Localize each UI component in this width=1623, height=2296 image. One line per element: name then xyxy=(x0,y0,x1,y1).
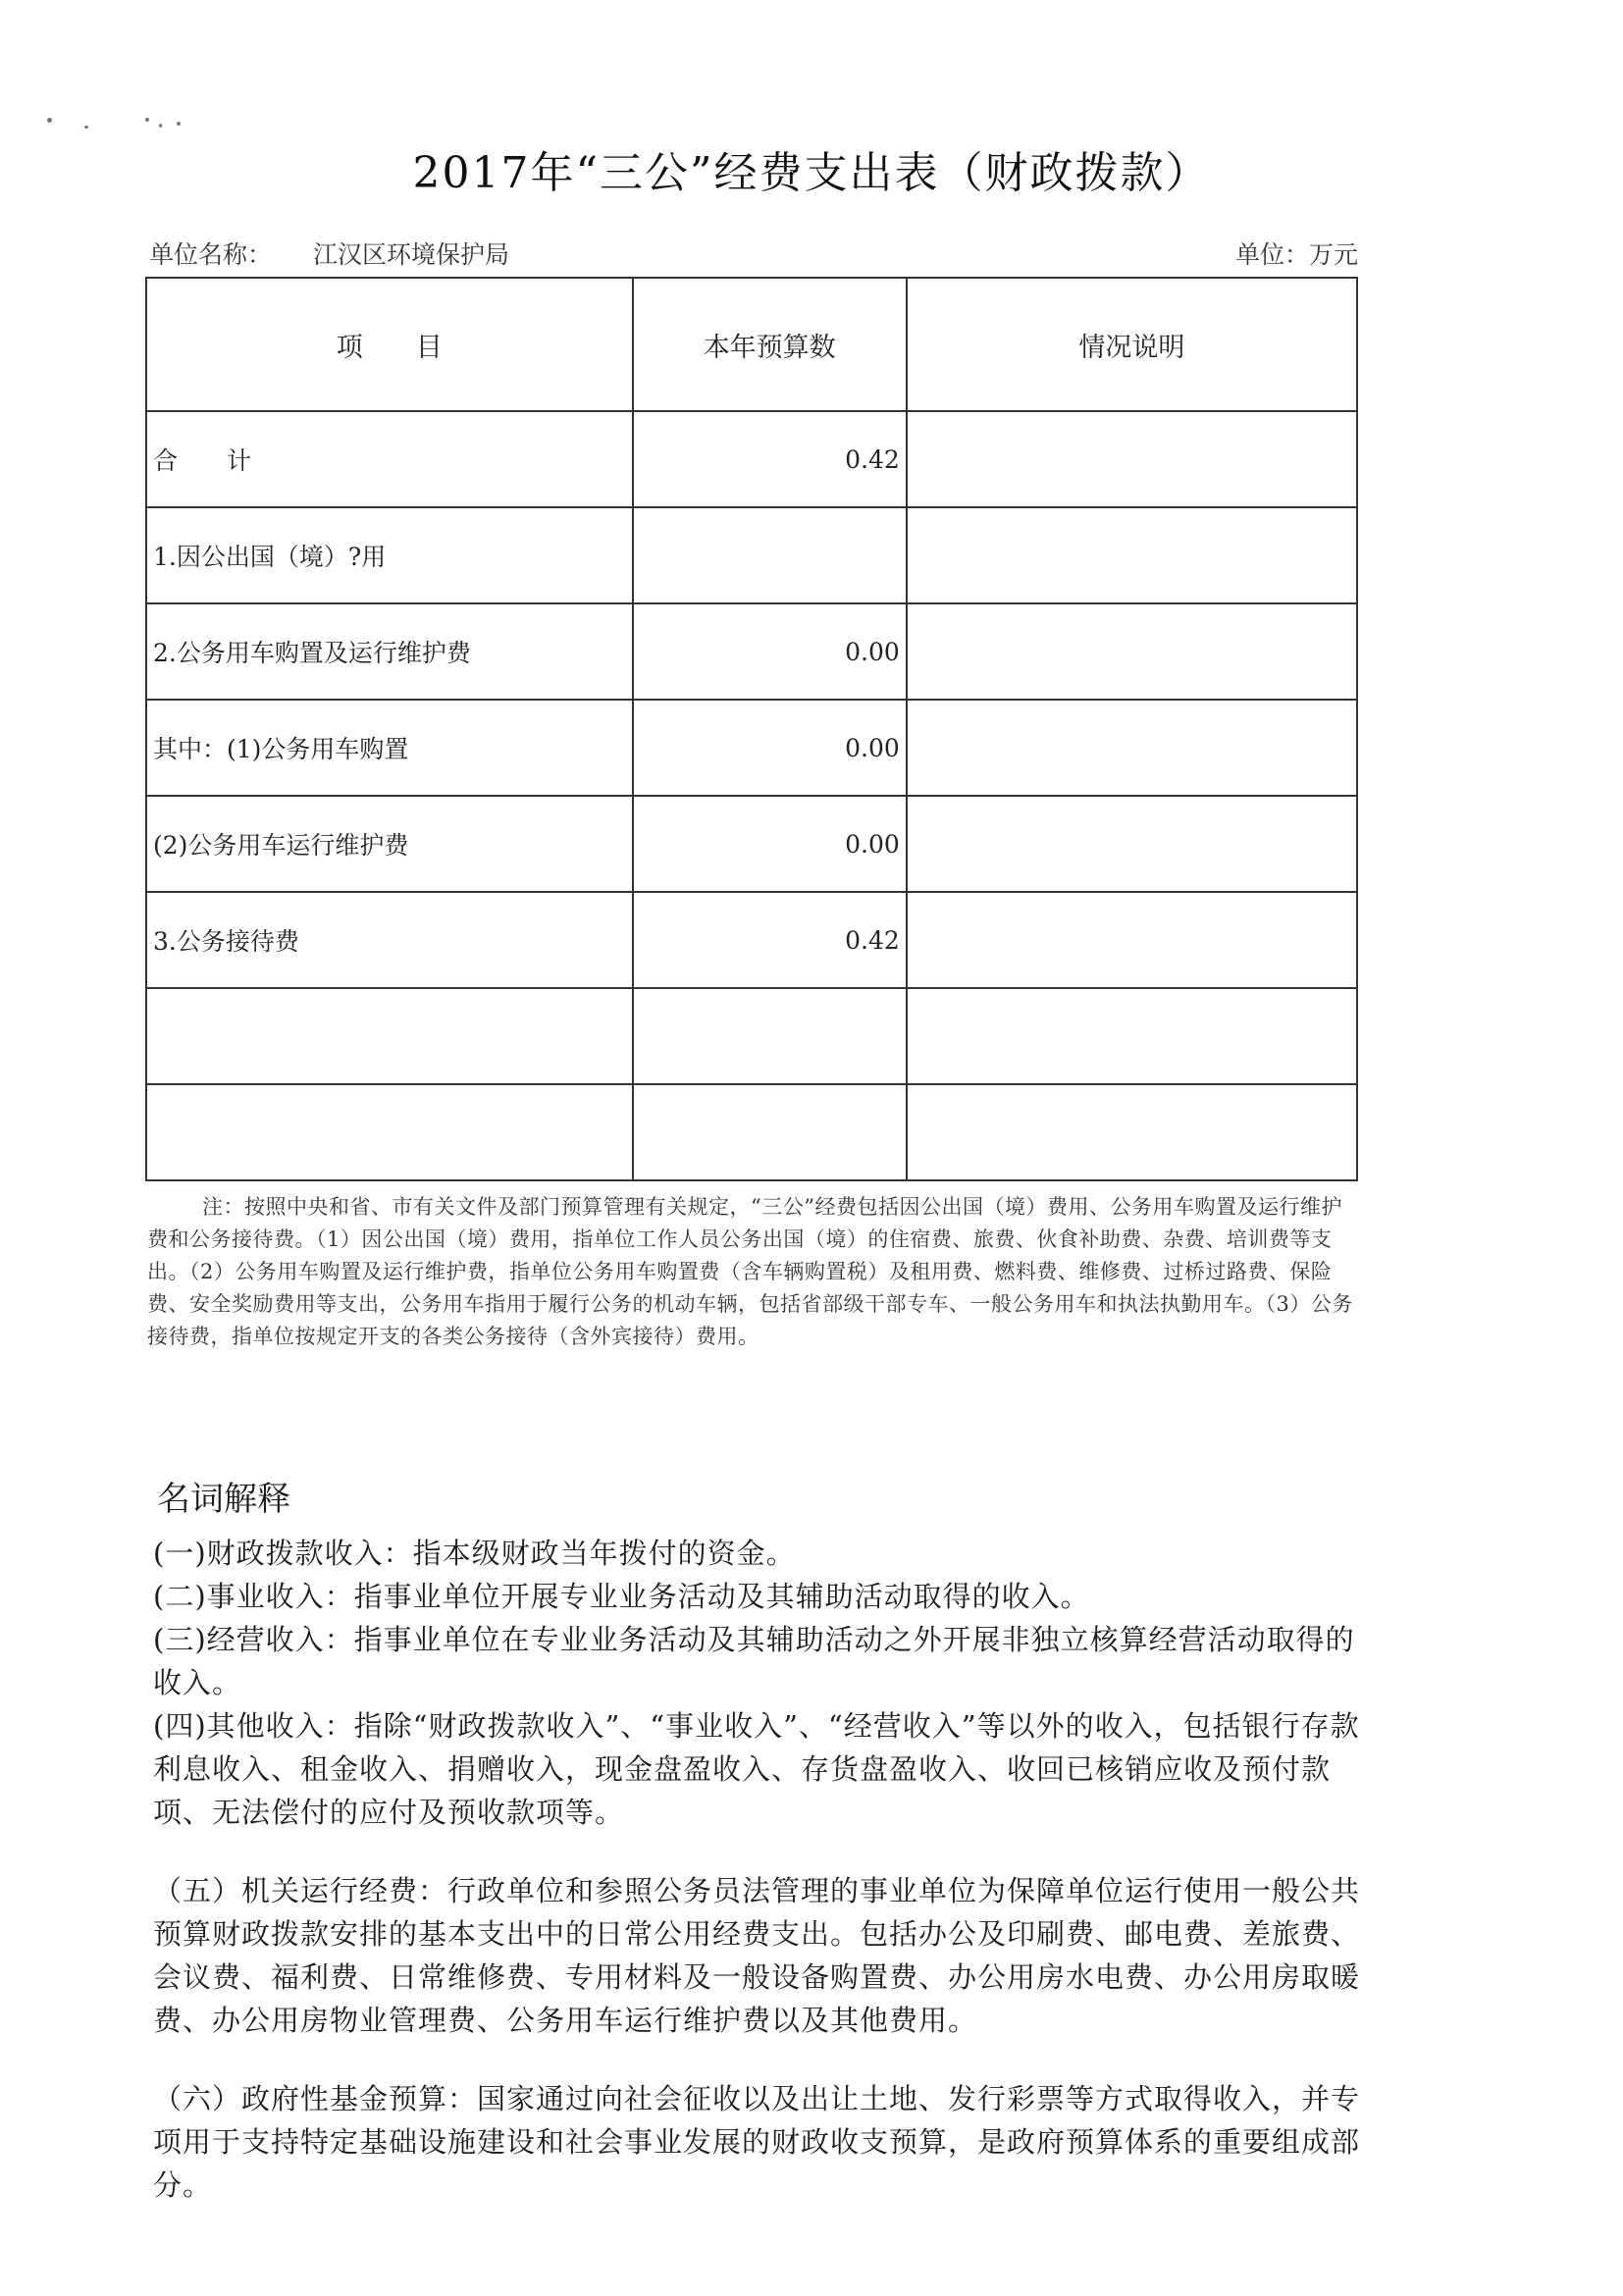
row-item: 2.公务用车购置及运行维护费 xyxy=(146,603,633,700)
row-item: (2)公务用车运行维护费 xyxy=(146,796,633,892)
row-amount xyxy=(633,988,907,1084)
row-note xyxy=(907,988,1357,1084)
org-info xyxy=(149,235,509,271)
glossary-item: （五）机关运行经费：行政单位和参照公务员法管理的事业单位为保障单位运行使用一般公共预算财政拨款安排的基本支出中的日常公用经费支出。包括办公及印刷费、邮电费、差旅费、会议费、福利费、日常维修费、专用材料及一般设备购置费、办公用房水电费、办公用房取暖费、办公用房物业管理费、公务用车运行维护费以及其他费用。 xyxy=(153,1874,1361,2037)
unit-label: 单位：万元 xyxy=(1234,240,1358,269)
row-amount: 0.00 xyxy=(633,603,907,700)
table-row xyxy=(146,507,1357,603)
glossary-item: (一)财政拨款收入：指本级财政当年拨付的资金。 xyxy=(153,1537,796,1570)
row-amount: 0.42 xyxy=(633,411,907,507)
table-header-row xyxy=(146,278,1357,411)
page-title: 2017年“三公”经费支出表（财政拨款） xyxy=(412,148,1211,198)
row-note xyxy=(907,507,1357,603)
meta-row xyxy=(149,235,1358,271)
glossary-item: (二)事业收入：指事业单位开展专业业务活动及其辅助活动取得的收入。 xyxy=(153,1580,1090,1613)
glossary-item: (四)其他收入：指除“财政拨款收入”、“事业收入”、“经营收入”等以外的收入，包括银行存款利息收入、租金收入、捐赠收入，现金盘盈收入、存货盘盈收入、收回已核销应收及预付款项、无法偿付的应付及预收款项等。 xyxy=(153,1709,1360,1829)
table-row xyxy=(146,411,1357,507)
row-item: 其中：(1)公务用车购置 xyxy=(146,700,633,796)
row-note xyxy=(907,1084,1357,1180)
table-row xyxy=(146,1084,1357,1180)
glossary-section xyxy=(153,1472,1360,2207)
row-amount: 0.42 xyxy=(633,892,907,988)
header-note: 情况说明 xyxy=(907,278,1357,411)
table-row xyxy=(146,892,1357,988)
table-row xyxy=(146,603,1357,700)
header-amount: 本年预算数 xyxy=(633,278,907,411)
scan-specks xyxy=(47,116,194,135)
row-note xyxy=(907,892,1357,988)
row-item: 合 计 xyxy=(146,411,633,507)
table-row xyxy=(146,988,1357,1084)
glossary-item: （六）政府性基金预算：国家通过向社会征收以及出让土地、发行彩票等方式取得收入，并专项用于支持特定基础设施建设和社会事业发展的财政收支预算，是政府预算体系的重要组成部分。 xyxy=(153,2082,1361,2202)
row-note xyxy=(907,700,1357,796)
row-item: 3.公务接待费 xyxy=(146,892,633,988)
glossary-heading: 名词解释 xyxy=(157,1480,290,1519)
row-item xyxy=(146,1084,633,1180)
row-note xyxy=(907,796,1357,892)
row-amount xyxy=(633,1084,907,1180)
table-row xyxy=(146,700,1357,796)
glossary-item: (三)经营收入：指事业单位在专业业务活动及其辅助活动之外开展非独立核算经营活动取得的收入。 xyxy=(153,1623,1355,1699)
row-amount: 0.00 xyxy=(633,796,907,892)
table-row xyxy=(146,796,1357,892)
row-note xyxy=(907,411,1357,507)
org-name: 江汉区环境保护局 xyxy=(313,240,510,269)
budget-table xyxy=(145,277,1358,1181)
row-item: 1.因公出国（境）?用 xyxy=(146,507,633,603)
row-note xyxy=(907,603,1357,700)
header-item: 项 目 xyxy=(146,278,633,411)
org-label: 单位名称： xyxy=(149,240,273,269)
table-footnote: 注：按照中央和省、市有关文件及部门预算管理有关规定，“三公”经费包括因公出国（境）费用、公务用车购置及运行维护费和公务接待费。（1）因公出国（境）费用，指单位工作人员公务出国（境）的住宿费、旅费、伙食补助费、杂费、培训费等支出。（2）公务用车购置及运行维护费，指单位公务用车购置费（含车辆购置税）及租用费、燃料费、维修费、过桥过路费、保险费、安全奖励费用等支出，公务用车指用于履行公务的机动车辆，包括省部级干部专车、一般公务用车和执法执勤用车。（3）公务接待费，指单位按规定开支的各类公务接待（含外宾接待）费用。 xyxy=(147,1195,1353,1348)
row-amount: 0.00 xyxy=(633,700,907,796)
row-item xyxy=(146,988,633,1084)
row-amount xyxy=(633,507,907,603)
